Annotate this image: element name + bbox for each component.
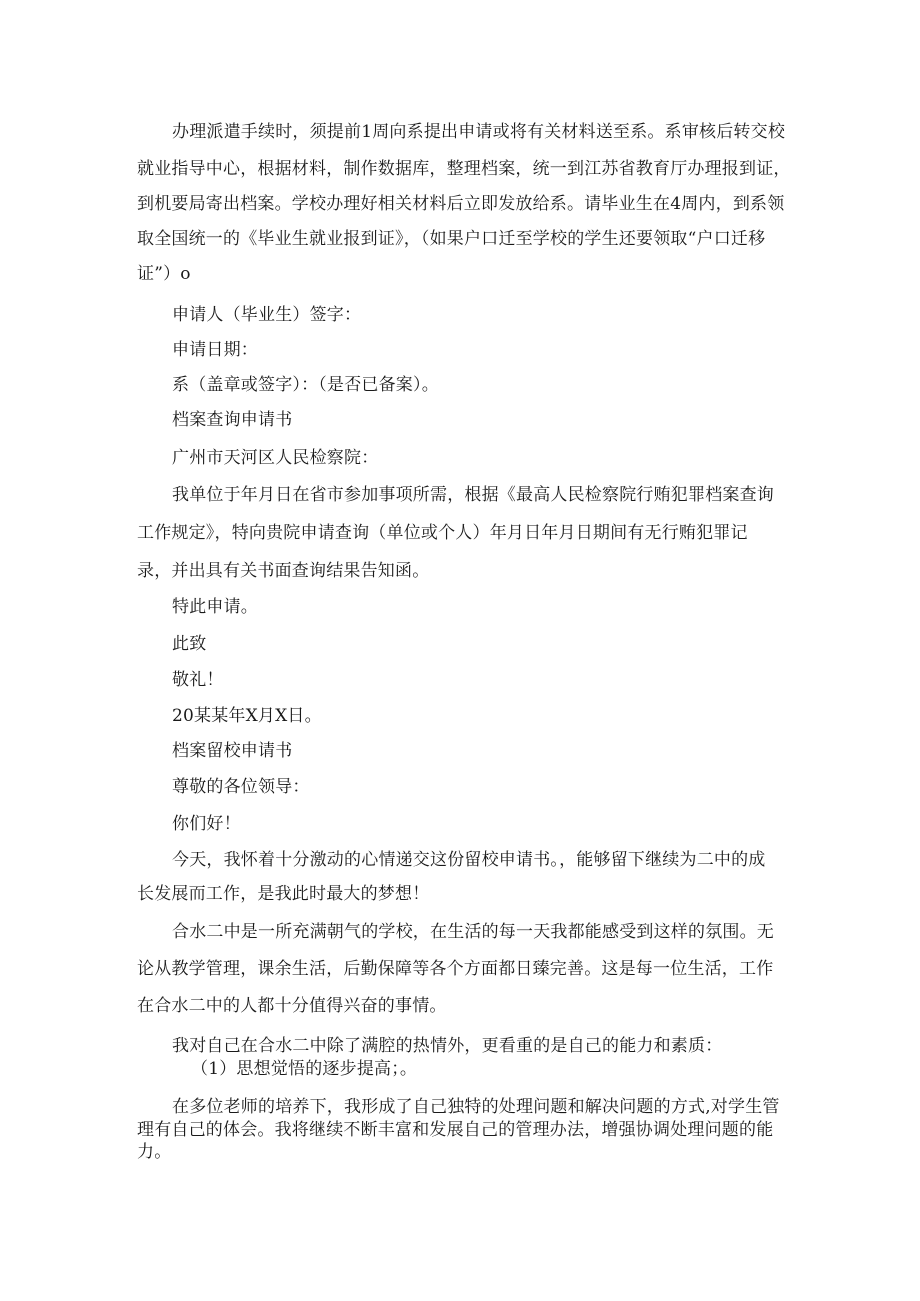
paragraph-line: 就业指导中心，根据材料，制作数据库，整理档案，统一到江苏省教育厅办理报到证， [137,159,791,179]
paragraph-line: 理有自己的体会。我将继续不断丰富和发展自己的管理办法，增强协调处理问题的能 [137,1120,774,1140]
paragraph-line: 工作规定》，特向贵院申请查询（单位或个人）年月日年月日期间有无行贿犯罪记 [137,523,748,543]
paragraph-line: 力。 [137,1142,172,1162]
closing-line: 特此申请。 [172,597,258,617]
closing-line: 此致 [172,634,207,654]
paragraph-line: 在合水二中的人都十分值得兴奋的事情。 [137,996,447,1016]
paragraph-line: 在多位老师的培养下，我形成了自己独特的处理问题和解决问题的方式,对学生管 [172,1097,780,1117]
greeting: 你们好！ [172,814,241,834]
paragraph-line: 到机要局寄出档案。学校办理好相关材料后立即发放给系。请毕业生在4周内，到系领 [137,194,785,214]
list-item: （1）思想觉悟的逐步提高；。 [191,1059,418,1079]
department-seal-label: 系（盖章或签字）：（是否已备案）。 [172,375,439,395]
section-title: 档案留校申请书 [172,741,293,761]
paragraph-line: 我单位于年月日在省市参加事项所需，根据《最高人民检察院行贿犯罪档案查询 [172,485,774,505]
section-title: 档案查询申请书 [172,410,293,430]
paragraph-line: 取全国统一的《毕业生就业报到证》，（如果户口迁至学校的学生还要领取“户口迁移 [137,229,766,249]
signature-field-label: 申请人（毕业生）签字： [172,305,362,325]
paragraph-line: 论从教学管理，课余生活，后勤保障等各个方面都日臻完善。这是每一位生活，工作 [137,959,774,979]
paragraph-line: 长发展而工作，是我此时最大的梦想！ [137,884,430,904]
salutation: 尊敬的各位领导： [172,777,310,797]
paragraph-line: 录，并出具有关书面查询结果告知函。 [137,561,430,581]
addressee: 广州市天河区人民检察院： [172,448,379,468]
letter-date: 20某某年X月X日。 [172,706,322,726]
paragraph-line: 今天，我怀着十分激动的心情递交这份留校申请书。，能够留下继续为二中的成 [172,850,766,870]
date-field-label: 申请日期： [172,340,258,360]
paragraph-line: 合水二中是一所充满朝气的学校，在生活的每一天我都能感受到这样的氛围。无 [172,922,774,942]
paragraph-line: 我对自己在合水二中除了满腔的热情外，更看重的是自己的能力和素质： [172,1036,723,1056]
closing-line: 敬礼！ [172,670,224,690]
paragraph-line: 办理派遣手续时，须提前1周向系提出申请或将有关材料送至系。系审核后转交校 [172,122,786,142]
paragraph-line: 证”）o [137,264,191,284]
